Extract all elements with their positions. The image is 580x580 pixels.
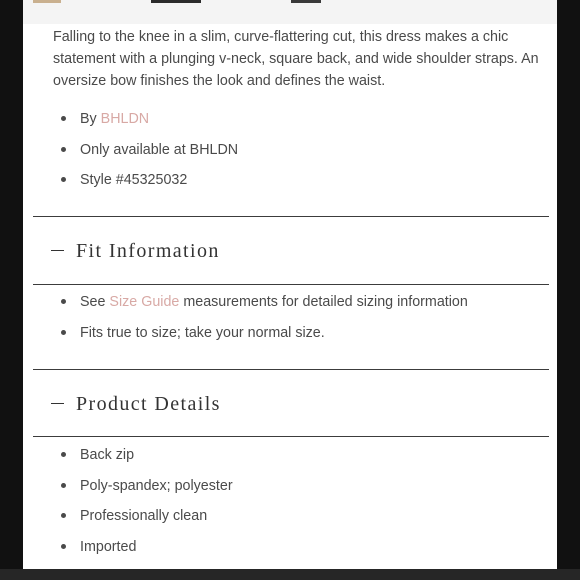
image-thumbnail-strip	[23, 0, 557, 24]
thumbnail-edge[interactable]	[33, 0, 61, 3]
list-item	[61, 170, 238, 201]
product-description: Falling to the knee in a slim, curve-flattering cut, this dress makes a chic statement with a plunging v-neck, square back, and wide shoulder straps. An oversize bow finishes the look and defines the waist.	[53, 29, 539, 89]
detail-text: Imported	[80, 538, 137, 555]
thumbnail-edge[interactable]	[151, 0, 201, 3]
section-divider	[33, 369, 549, 370]
bullet-icon	[61, 483, 66, 488]
bullet-icon	[61, 330, 66, 335]
bullet-icon	[61, 544, 66, 549]
list-item	[61, 140, 238, 171]
section-divider	[33, 216, 549, 217]
bullet-icon	[61, 452, 66, 457]
bullet-icon	[61, 513, 66, 518]
list-item	[61, 506, 233, 537]
list-item	[61, 323, 468, 354]
product-info-list	[61, 109, 238, 201]
detail-text: Poly-spandex; polyester	[80, 477, 233, 494]
list-item	[61, 476, 233, 507]
fit-note: Fits true to size; take your normal size.	[80, 324, 325, 341]
section-divider	[33, 284, 549, 285]
bullet-icon	[61, 116, 66, 121]
size-guide-link[interactable]: Size Guide	[109, 294, 180, 310]
by-prefix: By	[80, 111, 101, 127]
size-prefix: See	[80, 294, 110, 310]
section-title: Fit Information	[76, 240, 220, 262]
availability-text: Only available at BHLDN	[80, 141, 239, 158]
list-item	[61, 445, 233, 476]
collapse-dash-icon	[51, 250, 64, 251]
product-description-panel	[23, 0, 557, 580]
fit-info-list	[61, 292, 468, 353]
fit-information-toggle[interactable]	[51, 239, 220, 263]
section-divider	[33, 436, 549, 437]
product-details-list	[61, 445, 233, 567]
brand-link[interactable]: BHLDN	[100, 111, 150, 127]
thumbnail-edge[interactable]	[291, 0, 321, 3]
bottom-bar	[0, 569, 580, 580]
list-item	[61, 292, 468, 323]
bullet-icon	[61, 299, 66, 304]
detail-text: Back zip	[80, 447, 135, 463]
bullet-icon	[61, 177, 66, 182]
list-item	[61, 109, 238, 140]
collapse-dash-icon	[51, 403, 64, 404]
section-title: Product Details	[76, 393, 221, 415]
bullet-icon	[61, 147, 66, 152]
size-suffix: measurements for detailed sizing information	[179, 294, 468, 310]
product-details-toggle[interactable]	[51, 392, 221, 416]
style-number: Style #45325032	[80, 172, 188, 188]
list-item	[61, 537, 233, 568]
detail-text: Professionally clean	[80, 508, 208, 524]
